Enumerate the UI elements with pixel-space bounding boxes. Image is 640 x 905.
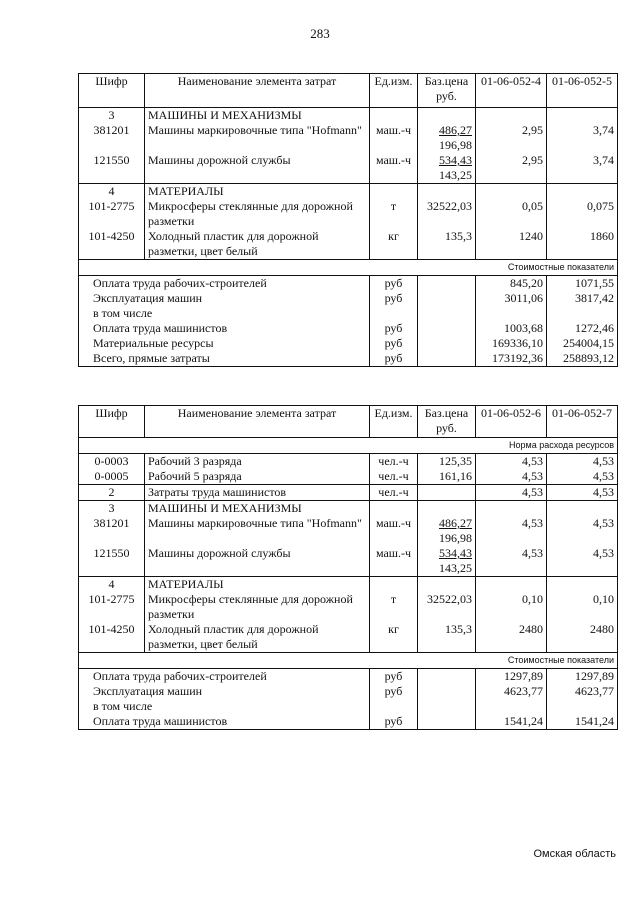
section-row: 3 МАШИНЫ И МЕХАНИЗМЫ (79, 108, 618, 124)
section-row: 4 МАТЕРИАЛЫ (79, 577, 618, 593)
table-row: 2 Затраты труда машинистов чел.-ч 4,53 4,53 (79, 485, 618, 501)
table-row: 121550 Машины дорожной службы маш.-ч 534,43 143,25 4,53 4,53 (79, 546, 618, 577)
col-header-code: Шифр (79, 406, 145, 438)
col-header-name: Наименование элемента затрат (145, 406, 370, 438)
col-header-price: Баз.цена руб. (418, 74, 476, 108)
page-number: 283 (310, 26, 330, 41)
summary-row: Оплата труда машинистов руб 1003,68 1272,46 (79, 321, 618, 336)
table-row: 101-4250 Холодный пластик для дорожной разметки, цвет белый кг 135,3 2480 2480 (79, 622, 618, 653)
table-row: 101-2775 Микросферы стеклянные для дорожной разметки т 32522,03 0,10 0,10 (79, 592, 618, 622)
norm-label: Норма расхода ресурсов (79, 438, 618, 454)
table-row: 0-0003 Рабочий 3 разряда чел.-ч 125,35 4,53 4,53 (79, 454, 618, 470)
col-header-a: 01-06-052-4 (476, 74, 547, 108)
table-row: 381201 Машины маркировочные типа "Hofmann" маш.-ч 486,27 196,98 4,53 4,53 (79, 516, 618, 546)
col-header-code: Шифр (79, 74, 145, 108)
summary-row: Оплата труда рабочих-строителей руб 1297,89 1297,89 (79, 669, 618, 685)
section-row: 3 МАШИНЫ И МЕХАНИЗМЫ (79, 501, 618, 517)
summary-row: Эксплуатация машин руб 4623,77 4623,77 (79, 684, 618, 699)
table-row: 121550 Машины дорожной службы маш.-ч 534,43 143,25 2,95 3,74 (79, 153, 618, 184)
col-header-a: 01-06-052-6 (476, 406, 547, 438)
summary-row: в том числе (79, 699, 618, 714)
summary-row: Оплата труда машинистов руб 1541,24 1541,24 (79, 714, 618, 730)
table-row: 101-2775 Микросферы стеклянные для дорожной разметки т 32522,03 0,05 0,075 (79, 199, 618, 229)
col-header-price: Баз.цена руб. (418, 406, 476, 438)
section-row: 4 МАТЕРИАЛЫ (79, 184, 618, 200)
table-row: 0-0005 Рабочий 5 разряда чел.-ч 161,16 4,53 4,53 (79, 469, 618, 485)
col-header-unit: Ед.изм. (370, 406, 418, 438)
col-header-b: 01-06-052-7 (547, 406, 618, 438)
summary-row: Эксплуатация машин руб 3011,06 3817,42 (79, 291, 618, 306)
resource-table-2 (78, 405, 618, 730)
col-header-b: 01-06-052-5 (547, 74, 618, 108)
summary-row: Оплата труда рабочих-строителей руб 845,20 1071,55 (79, 276, 618, 292)
cost-indicators-label: Стоимостные показатели (79, 260, 618, 276)
resource-table-1 (78, 73, 618, 367)
col-header-name: Наименование элемента затрат (145, 74, 370, 108)
col-header-unit: Ед.изм. (370, 74, 418, 108)
table-row: 381201 Машины маркировочные типа "Hofmann" маш.-ч 486,27 196,98 2,95 3,74 (79, 123, 618, 153)
summary-row: в том числе (79, 306, 618, 321)
table-row: 101-4250 Холодный пластик для дорожной разметки, цвет белый кг 135,3 1240 1860 (79, 229, 618, 260)
cost-indicators-label: Стоимостные показатели (79, 653, 618, 669)
summary-row: Материальные ресурсы руб 169336,10 254004,15 (79, 336, 618, 351)
summary-row: Всего, прямые затраты руб 173192,36 258893,12 (79, 351, 618, 367)
region-footer: Омская область (533, 848, 616, 860)
